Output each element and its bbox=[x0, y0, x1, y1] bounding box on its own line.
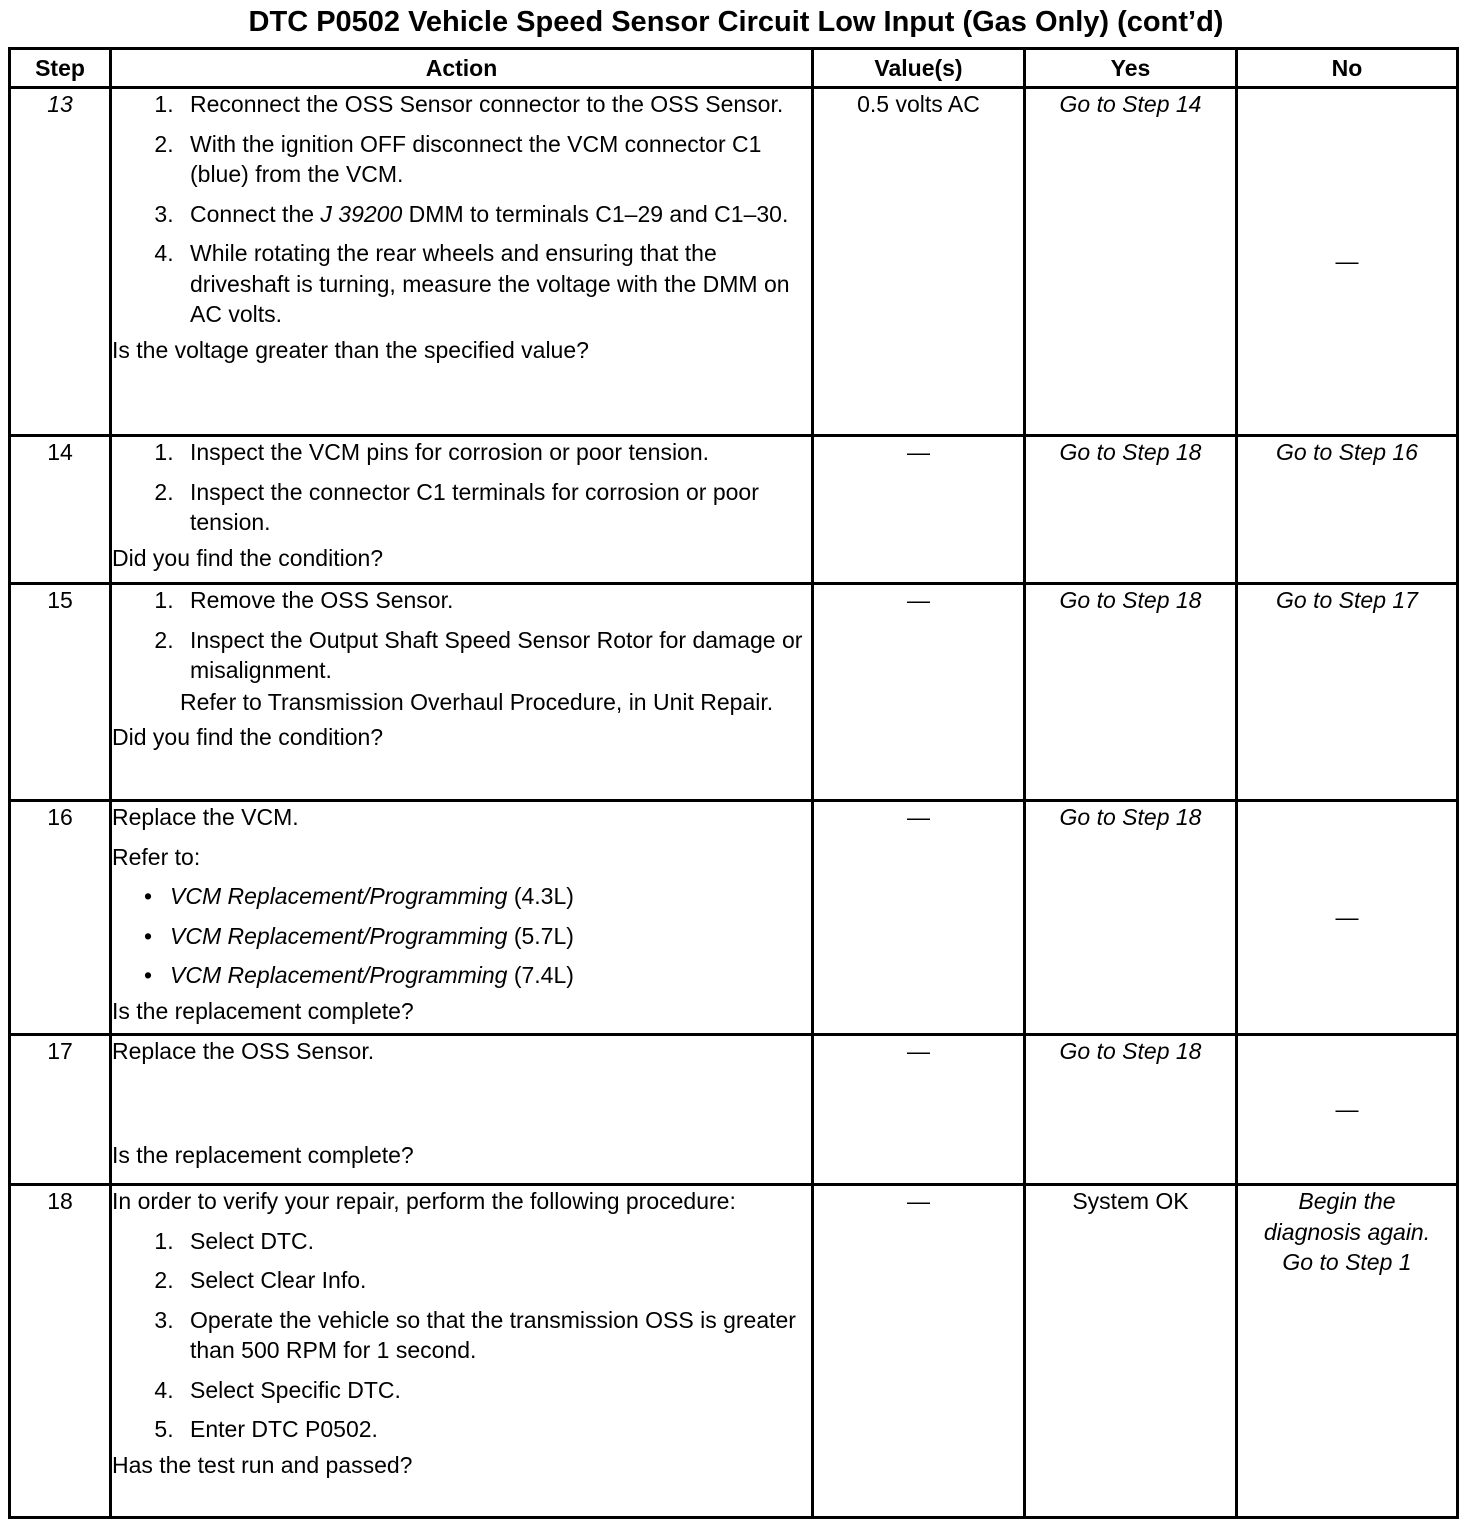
no-cell: — bbox=[1237, 1035, 1458, 1185]
value-cell: — bbox=[813, 436, 1025, 584]
list-item bbox=[180, 199, 811, 230]
no-line: Begin the bbox=[1298, 1188, 1396, 1214]
table-row bbox=[10, 584, 1458, 801]
table-row bbox=[10, 88, 1458, 436]
header-step: Step bbox=[10, 49, 111, 88]
question: Is the replacement complete? bbox=[112, 997, 414, 1024]
reference-note: Refer to Transmission Overhaul Procedure, in Unit Repair. bbox=[180, 688, 774, 715]
no-cell: — bbox=[1237, 801, 1458, 1035]
page-title: DTC P0502 Vehicle Speed Sensor Circuit Low Input (Gas Only) (cont’d) bbox=[248, 6, 1224, 38]
question: Has the test run and passed? bbox=[112, 1451, 413, 1478]
header-values: Value(s) bbox=[813, 49, 1025, 88]
bullet: • bbox=[144, 962, 153, 988]
reference-item bbox=[144, 881, 811, 912]
yes-cell: Go to Step 14 bbox=[1025, 88, 1237, 436]
list-item: 1. Reconnect the OSS Sensor connector to the OSS Sensor. bbox=[180, 89, 811, 120]
step-number: 13 bbox=[10, 88, 111, 436]
step-number: 16 bbox=[10, 801, 111, 1035]
tool-name: J 39200 bbox=[320, 200, 403, 227]
header-yes: Yes bbox=[1025, 49, 1237, 88]
action-cell bbox=[111, 1035, 813, 1185]
table-row bbox=[10, 801, 1458, 1035]
question: Did you find the condition? bbox=[112, 544, 384, 571]
bullet: • bbox=[144, 883, 153, 909]
list-item: 3. Operate the vehicle so that the transmission OSS is greater than 500 RPM for 1 second. bbox=[180, 1305, 811, 1366]
no-cell: — bbox=[1237, 88, 1458, 436]
reference-link[interactable]: VCM Replacement/Programming bbox=[170, 962, 508, 988]
list-item-text: DMM to terminals C1–29 and C1–30. bbox=[402, 200, 789, 227]
no-line: diagnosis again. bbox=[1263, 1218, 1431, 1245]
diagnostic-table bbox=[8, 47, 1459, 1519]
instruction: Replace the OSS Sensor. bbox=[112, 1038, 375, 1064]
engine-size: (5.7L) bbox=[507, 922, 574, 949]
list-item: 5. Enter DTC P0502. bbox=[180, 1414, 811, 1445]
yes-cell: Go to Step 18 bbox=[1025, 436, 1237, 584]
list-item: 2. Select Clear Info. bbox=[180, 1265, 811, 1296]
question: Is the voltage greater than the specified value? bbox=[112, 336, 589, 363]
bullet: • bbox=[144, 922, 153, 949]
no-line: Go to Step 1 bbox=[1282, 1249, 1412, 1275]
list-item: 1. Select DTC. bbox=[180, 1226, 811, 1257]
instruction: Replace the VCM. bbox=[112, 804, 299, 830]
table-row bbox=[10, 1185, 1458, 1518]
step-number: 15 bbox=[10, 584, 111, 801]
no-cell: Go to Step 16 bbox=[1237, 436, 1458, 584]
yes-cell: Go to Step 18 bbox=[1025, 801, 1237, 1035]
action-cell bbox=[111, 1185, 813, 1518]
list-item: 1. Remove the OSS Sensor. bbox=[180, 585, 811, 616]
list-item: 2. Inspect the Output Shaft Speed Sensor Rotor for damage or misalignment. bbox=[180, 625, 811, 686]
reference-item bbox=[144, 960, 811, 991]
yes-cell: Go to Step 18 bbox=[1025, 1035, 1237, 1185]
value-cell: — bbox=[813, 801, 1025, 1035]
value-cell: — bbox=[813, 584, 1025, 801]
spacer bbox=[112, 1076, 811, 1144]
yes-cell: Go to Step 18 bbox=[1025, 584, 1237, 801]
list-item-text: Connect the bbox=[190, 200, 321, 227]
header-row bbox=[10, 49, 1458, 88]
yes-cell: System OK bbox=[1025, 1185, 1237, 1518]
no-cell bbox=[1237, 1185, 1458, 1518]
step-number: 17 bbox=[10, 1035, 111, 1185]
list-item: 2. Inspect the connector C1 terminals for corrosion or poor tension. bbox=[180, 477, 811, 538]
header-no: No bbox=[1237, 49, 1458, 88]
action-cell bbox=[111, 88, 813, 436]
reference-list bbox=[112, 881, 811, 991]
table-row bbox=[10, 1035, 1458, 1185]
list-item: 4. Select Specific DTC. bbox=[180, 1375, 811, 1406]
action-steps bbox=[112, 437, 811, 538]
engine-size: (4.3L) bbox=[507, 883, 574, 909]
list-item: 2. With the ignition OFF disconnect the VCM connector C1 (blue) from the VCM. bbox=[180, 129, 811, 190]
refer-label: Refer to: bbox=[112, 843, 201, 870]
reference-link[interactable]: VCM Replacement/Programming bbox=[170, 883, 508, 909]
step-number: 14 bbox=[10, 436, 111, 584]
engine-size: (7.4L) bbox=[507, 962, 574, 988]
value-cell: 0.5 volts AC bbox=[813, 88, 1025, 436]
step-number: 18 bbox=[10, 1185, 111, 1518]
action-cell bbox=[111, 801, 813, 1035]
list-item: 4. While rotating the rear wheels and ensuring that the driveshaft is turning, measure the voltage with the DMM on AC volts. bbox=[180, 238, 811, 330]
question: Is the replacement complete? bbox=[112, 1141, 414, 1168]
action-steps bbox=[112, 89, 811, 330]
action-cell bbox=[111, 436, 813, 584]
list-item: 1. Inspect the VCM pins for corrosion or poor tension. bbox=[180, 437, 811, 468]
table-row bbox=[10, 436, 1458, 584]
value-cell: — bbox=[813, 1035, 1025, 1185]
reference-link[interactable]: VCM Replacement/Programming bbox=[170, 922, 508, 949]
question: Did you find the condition? bbox=[112, 724, 384, 750]
instruction: In order to verify your repair, perform the following procedure: bbox=[112, 1188, 736, 1214]
no-cell: Go to Step 17 bbox=[1237, 584, 1458, 801]
action-steps bbox=[112, 585, 811, 686]
header-action: Action bbox=[111, 49, 813, 88]
action-steps bbox=[112, 1226, 811, 1445]
value-cell: — bbox=[813, 1185, 1025, 1518]
reference-item bbox=[144, 921, 811, 952]
action-cell bbox=[111, 584, 813, 801]
